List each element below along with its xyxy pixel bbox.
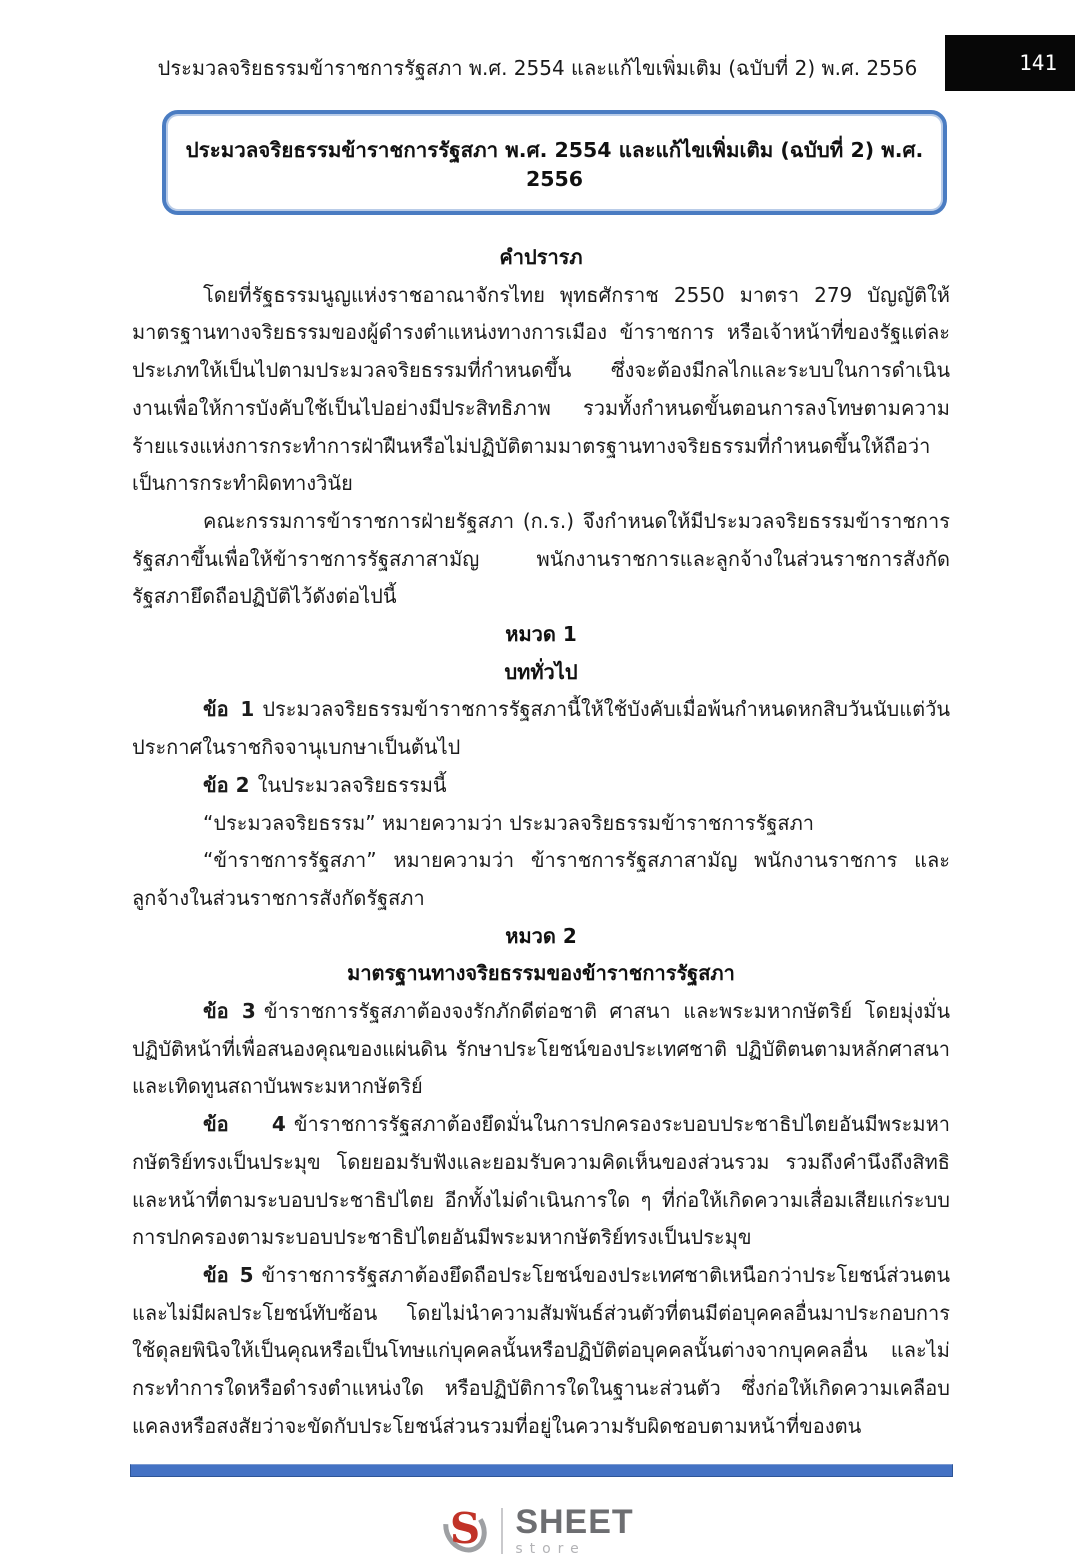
document-body <box>132 239 950 1446</box>
clause-label: ข้อ 2 <box>203 772 250 797</box>
sheet-store-logo-icon <box>441 1501 489 1561</box>
document-title-box <box>162 110 947 215</box>
clause-label: ข้อ 4 <box>203 1112 286 1137</box>
logo-subtitle: store <box>515 1541 586 1557</box>
section-heading-chapter-2: หมวด 2 <box>505 923 577 948</box>
section-heading-general: บททั่วไป <box>504 659 578 684</box>
clause-text: ข้าราชการรัฐสภาต้องจงรักภักดีต่อชาติ ศาสนา และพระมหากษัตริย์ โดยมุ่งมั่นปฏิบัติหน้าที่เพื่อสนองคุณของแผ่นดิน รักษาประโยชน์ของประเทศชาติ ปฏิบัติตนตามหลักศาสนาและเทิดทูนสถาบันพระมหากษัตริย์ <box>132 999 950 1099</box>
clause-label: ข้อ 3 <box>203 999 256 1024</box>
definition-paragraph: “ข้าราชการรัฐสภา” หมายความว่า ข้าราชการรัฐสภาสามัญ พนักงานราชการ และลูกจ้างในส่วนราชการสังกัดรัฐสภา <box>132 848 950 910</box>
clause-text: ข้าราชการรัฐสภาต้องยึดถือประโยชน์ของประเทศชาติเหนือกว่าประโยชน์ส่วนตนและไม่มีผลประโยชน์ทับซ้อน โดยไม่นำความสัมพันธ์ส่วนตัวที่ตนมีต่อบุคคลอื่นมาประกอบการใช้ดุลยพินิจให้เป็นคุณหรือเป็นโทษแก่บุคคลนั้นหรือปฏิบัติต่อบุคคลนั้นต่างจากบุคคลอื่น และไม่กระทำการใดหรือดำรงตำแหน่งใด หรือปฏิบัติการใดในฐานะส่วนตัว ซึ่งก่อให้เกิดความเคลือบแคลงหรือสงสัยว่าจะขัดกับประโยชน์ส่วนรวมที่อยู่ในความรับผิดชอบตามหน้าที่ของตน <box>132 1262 950 1438</box>
document-title: ประมวลจริยธรรมข้าราชการรัฐสภา พ.ศ. 2554 และแก้ไขเพิ่มเติม (ฉบับที่ 2) พ.ศ. 2556 <box>185 138 924 191</box>
clause-paragraph <box>132 1106 950 1257</box>
section-heading-ethics-standards: มาตรฐานทางจริยธรรมของข้าราชการรัฐสภา <box>347 961 735 986</box>
page-number-badge: 141 <box>945 35 1075 91</box>
section-heading-chapter-1: หมวด 1 <box>505 622 577 647</box>
clause-text: ในประมวลจริยธรรมนี้ <box>257 772 447 797</box>
svg-text:S: S <box>450 1503 481 1553</box>
logo-wordmark: SHEET <box>515 1503 634 1541</box>
body-paragraph: โดยที่รัฐธรรมนูญแห่งราชอาณาจักรไทย พุทธศักราช 2550 มาตรา 279 บัญญัติให้มาตรฐานทางจริยธรรมของผู้ดำรงตำแหน่งทางการเมือง ข้าราชการ หรือเจ้าหน้าที่ของรัฐแต่ละประเภทให้เป็นไปตามประมวลจริยธรรมที่กำหนดขึ้น ซึ่งจะต้องมีกลไกและระบบในการดำเนินงานเพื่อให้การบังคับใช้เป็นไปอย่างมีประสิทธิภาพ รวมทั้งกำหนดขั้นตอนการลงโทษตามความร้ายแรงแห่งการกระทำการฝ่าฝืนหรือไม่ปฏิบัติตามมาตรฐานทางจริยธรรมที่กำหนดขึ้นให้ถือว่าเป็นการกระทำผิดทางวินัย <box>132 282 950 496</box>
clause-paragraph <box>132 993 950 1106</box>
clause-label: ข้อ 5 <box>203 1262 254 1287</box>
clause-label: ข้อ 1 <box>203 697 255 722</box>
clause-text: ประมวลจริยธรรมข้าราชการรัฐสภานี้ให้ใช้บังคับเมื่อพ้นกำหนดหกสิบวันนับแต่วันประกาศในราชกิจจานุเบกษาเป็นต้นไป <box>132 697 950 760</box>
clause-text: ข้าราชการรัฐสภาต้องยึดมั่นในการปกครองระบอบประชาธิปไตยอันมีพระมหากษัตริย์ทรงเป็นประมุข โดยยอมรับฟังและยอมรับความคิดเห็นของส่วนรวม รวมถึงคำนึงถึงสิทธิและหน้าที่ตามระบอบประชาธิปไตย อีกทั้งไม่ดำเนินการใด ๆ ที่ก่อให้เกิดความเสื่อมเสียแก่ระบบการปกครองตามระบอบประชาธิปไตยอันมีพระมหากษัตริย์ทรงเป็นประมุข <box>132 1112 950 1250</box>
sheet-store-logo <box>0 1501 1075 1561</box>
section-heading-preamble: คำปรารภ <box>499 245 583 269</box>
logo-divider <box>501 1508 503 1554</box>
clause-paragraph <box>132 767 950 805</box>
definition-paragraph: “ประมวลจริยธรรม” หมายความว่า ประมวลจริยธรรมข้าราชการรัฐสภา <box>203 810 814 835</box>
clause-paragraph <box>132 1257 950 1446</box>
footer-divider-bar <box>130 1464 953 1477</box>
body-paragraph: คณะกรรมการข้าราชการฝ่ายรัฐสภา (ก.ร.) จึงกำหนดให้มีประมวลจริยธรรมข้าราชการรัฐสภาขึ้นเพื่อให้ข้าราชการรัฐสภาสามัญ พนักงานราชการและลูกจ้างในส่วนราชการสังกัดรัฐสภายึดถือปฏิบัติไว้ดังต่อไปนี้ <box>132 508 950 609</box>
running-header-title: ประมวลจริยธรรมข้าราชการรัฐสภา พ.ศ. 2554 และแก้ไขเพิ่มเติม (ฉบับที่ 2) พ.ศ. 2556 <box>157 56 918 80</box>
clause-paragraph <box>132 691 950 766</box>
